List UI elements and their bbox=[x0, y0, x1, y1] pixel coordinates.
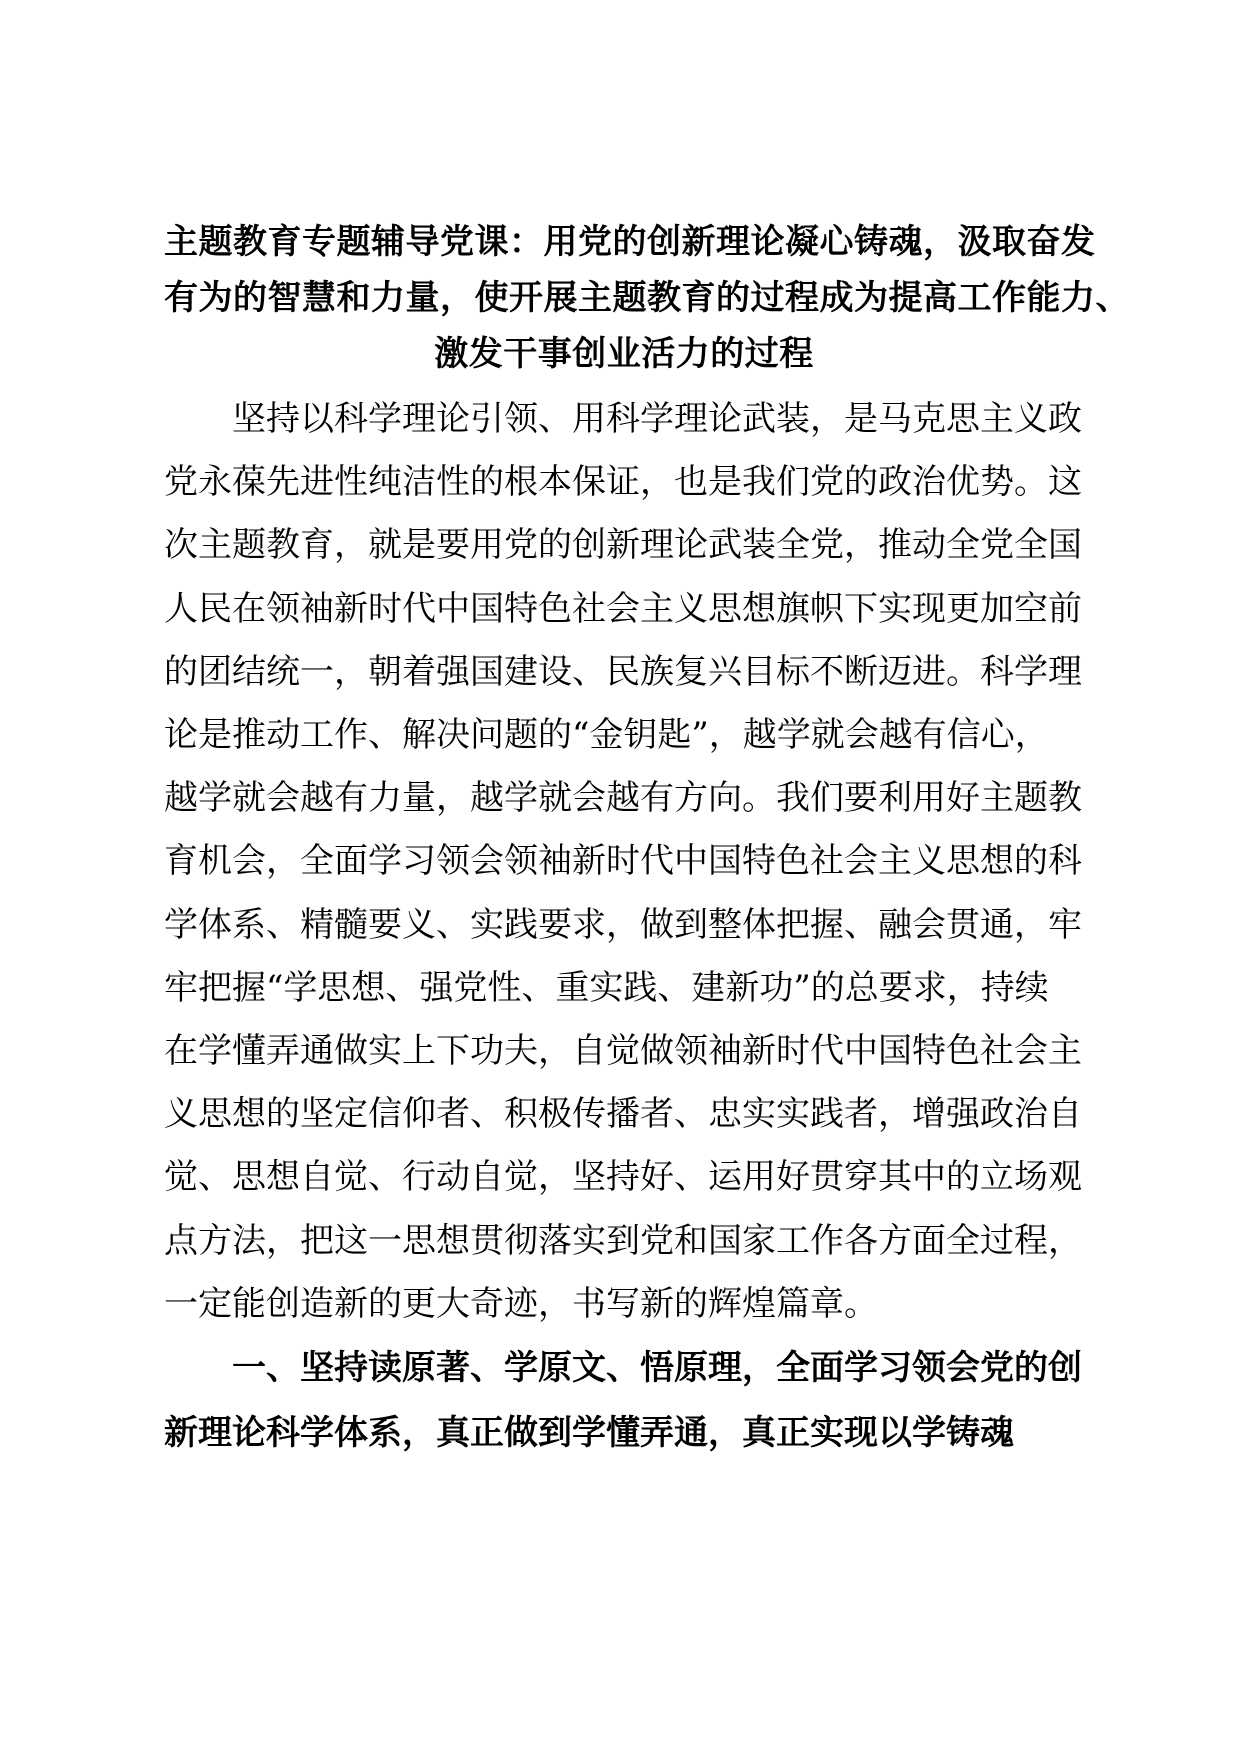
paragraph-line: 一定能创造新的更大奇迹，书写新的辉煌篇章。 bbox=[164, 1283, 878, 1324]
paragraph-line: 义思想的坚定信仰者、积极传播者、忠实实践者，增强政治自 bbox=[164, 1094, 1082, 1135]
section-heading-line: 一、坚持读原著、学原文、悟原理，全面学习领会党的创 bbox=[232, 1348, 1082, 1389]
paragraph-line: 次主题教育，就是要用党的创新理论武装全党，推动全党全国 bbox=[164, 525, 1082, 566]
paragraph-line: 越学就会越有力量，越学就会越有方向。我们要利用好主题教 bbox=[164, 778, 1082, 819]
intro-paragraph bbox=[164, 388, 1084, 1336]
paragraph-line: 学体系、精髓要义、实践要求，做到整体把握、融会贯通，牢 bbox=[164, 904, 1082, 945]
paragraph-line: 党永葆先进性纯洁性的根本保证，也是我们党的政治优势。这 bbox=[164, 462, 1082, 503]
paragraph-line: 在学懂弄通做实上下功夫，自觉做领袖新时代中国特色社会主 bbox=[164, 1031, 1082, 1072]
paragraph-line: 点方法，把这一思想贯彻落实到党和国家工作各方面全过程， bbox=[164, 1220, 1082, 1261]
paragraph-line: 育机会，全面学习领会领袖新时代中国特色社会主义思想的科 bbox=[164, 841, 1082, 882]
title-line: 有为的智慧和力量，使开展主题教育的过程成为提高工作能力、 bbox=[164, 278, 1130, 318]
section-heading bbox=[164, 1336, 1084, 1466]
title-line: 主题教育专题辅导党课：用党的创新理论凝心铸魂，汲取奋发 bbox=[164, 222, 1096, 262]
paragraph-line: 的团结统一，朝着强国建设、民族复兴目标不断迈进。科学理 bbox=[164, 651, 1082, 692]
title-line: 激发干事创业活力的过程 bbox=[434, 334, 814, 374]
paragraph-line: 牢把握“学思想、强党性、重实践、建新功”的总要求，持续 bbox=[164, 967, 1049, 1008]
document-title bbox=[164, 214, 1130, 382]
paragraph-line: 人民在领袖新时代中国特色社会主义思想旗帜下实现更加空前 bbox=[164, 588, 1082, 629]
paragraph-line: 坚持以科学理论引领、用科学理论武装，是马克思主义政 bbox=[232, 399, 1082, 439]
paragraph-line: 论是推动工作、解决问题的“金钥匙”，越学就会越有信心， bbox=[164, 715, 1049, 756]
document-content bbox=[164, 214, 1130, 1466]
paragraph-line: 觉、思想自觉、行动自觉，坚持好、运用好贯穿其中的立场观 bbox=[164, 1157, 1082, 1198]
section-heading-line: 新理论科学体系，真正做到学懂弄通，真正实现以学铸魂 bbox=[164, 1413, 1014, 1454]
